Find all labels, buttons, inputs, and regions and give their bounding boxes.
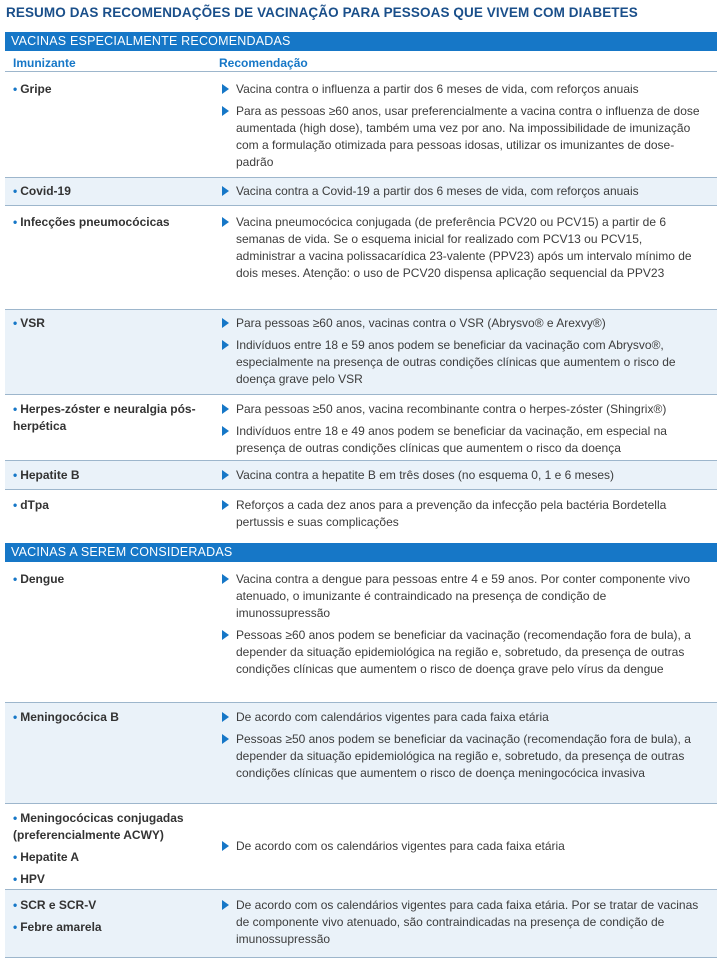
section-header-recommended: VACINAS ESPECIALMENTE RECOMENDADAS: [5, 32, 717, 51]
vaccine-name: Hepatite B: [20, 468, 80, 482]
recommendation-text: De acordo com os calendários vigentes para cada faixa etária: [236, 839, 565, 853]
recommendation-text: Vacina contra o influenza a partir dos 6 meses de vida, com reforços anuais: [236, 82, 639, 96]
recommendation-cell: [220, 81, 700, 171]
vaccine-name: HPV: [20, 872, 45, 886]
vaccine-name: Herpes-zóster e neuralgia pós-herpética: [13, 402, 196, 433]
vaccine-cell: • Dengue: [13, 572, 65, 586]
table-row-gripe: [5, 72, 717, 178]
vaccine-name: Meningocócicas conjugadas (preferencialmente ACWY): [13, 811, 184, 842]
vaccine-cell: • Covid-19: [13, 184, 71, 198]
table-row-dengue: [5, 563, 717, 703]
vaccine-cell: • VSR: [13, 316, 45, 330]
vaccine-name: Febre amarela: [20, 920, 102, 934]
arrow-bullet-icon: [222, 426, 229, 436]
arrow-bullet-icon: [222, 841, 229, 851]
arrow-bullet-icon: [222, 217, 229, 227]
arrow-bullet-icon: [222, 84, 229, 94]
arrow-bullet-icon: [222, 340, 229, 350]
arrow-bullet-icon: [222, 404, 229, 414]
arrow-bullet-icon: [222, 318, 229, 328]
document-title: RESUMO DAS RECOMENDAÇÕES DE VACINAÇÃO PARA PESSOAS QUE VIVEM COM DIABETES: [6, 5, 638, 20]
table-row-herpes-zoster: [5, 395, 717, 461]
recommendation-text: Para pessoas ≥60 anos, vacinas contra o VSR (Abrysvo® e Arexvy®): [236, 316, 606, 330]
recommendation-text: Vacina contra a hepatite B em três doses (no esquema 0, 1 e 6 meses): [236, 468, 614, 482]
recommendation-cell: [220, 401, 700, 457]
recommendation-text: De acordo com os calendários vigentes para cada faixa etária. Por se tratar de vacinas de componente vivo atenuado, são contraindicadas na presença de condição de imunossupressão: [236, 898, 699, 946]
recommendation-text: Para pessoas ≥50 anos, vacina recombinante contra o herpes-zóster (Shingrix®): [236, 402, 667, 416]
arrow-bullet-icon: [222, 106, 229, 116]
recommendation-cell: [220, 214, 700, 282]
recommendation-cell: [220, 709, 700, 782]
arrow-bullet-icon: [222, 186, 229, 196]
vaccine-name: Dengue: [20, 572, 65, 586]
vaccine-name: SCR e SCR-V: [20, 898, 97, 912]
column-header-recommendation: Recomendação: [219, 56, 308, 70]
arrow-bullet-icon: [222, 500, 229, 510]
vaccine-cell: • Hepatite B: [13, 468, 80, 482]
vaccine-name: Meningocócica B: [20, 710, 119, 724]
recommendation-cell: [220, 497, 700, 531]
recommendation-text: Pessoas ≥60 anos podem se beneficiar da vacinação (recomendação fora de bula), a depender da situação epidemiológica na região e, sobretudo, da presença de outras condições clínicas que aumentem o risco de doença grave pelo vírus da dengue: [236, 628, 691, 676]
recommendation-text: Pessoas ≥50 anos podem se beneficiar da vacinação (recomendação fora de bula), a depender da situação epidemiológica na região e, sobretudo, da presença de outras condições clínicas que aumentem o risco de doença meningocócica invasiva: [236, 732, 691, 780]
vaccine-name: VSR: [20, 316, 45, 330]
vaccine-name: Covid-19: [20, 184, 71, 198]
vaccine-name: Infecções pneumocócicas: [20, 215, 170, 229]
vaccine-cell: • Herpes-zóster e neuralgia pós-herpética: [13, 402, 196, 433]
table-row-covid: [5, 178, 717, 206]
recommendation-text: Indivíduos entre 18 e 49 anos podem se beneficiar da vacinação, em especial na presença de outras condições clínicas que aumentem o risco da doença: [236, 424, 667, 455]
recommendation-text: Para as pessoas ≥60 anos, usar preferencialmente a vacina contra o influenza de dose aumentada (high dose), também uma vez por ano. Na impossibilidade de imunização com a formulação otimizada para pessoas idosas, utilizar os imunizantes de dose-padrão: [236, 104, 700, 169]
table-row-conjugated-group: [5, 804, 717, 890]
vaccine-cell: • dTpa: [13, 498, 49, 512]
arrow-bullet-icon: [222, 900, 229, 910]
recommendation-cell: [220, 315, 700, 388]
table-row-scr-yellow-fever: [5, 890, 717, 958]
recommendation-text: Vacina contra a Covid-19 a partir dos 6 meses de vida, com reforços anuais: [236, 184, 639, 198]
recommendation-text: Reforços a cada dez anos para a prevenção da infecção pela bactéria Bordetella pertussis e suas complicações: [236, 498, 667, 529]
recommendation-cell: [220, 838, 700, 855]
recommendation-cell: [220, 183, 700, 200]
vaccine-name: Gripe: [20, 82, 52, 96]
table-row-meningococcal-b: [5, 703, 717, 804]
vaccine-name: Hepatite A: [20, 850, 80, 864]
table-row-pneumococcal: [5, 206, 717, 310]
recommendation-cell: [220, 467, 700, 484]
vaccine-cell: • Meningocócica B: [13, 710, 119, 724]
arrow-bullet-icon: [222, 734, 229, 744]
vaccine-cell: • Meningocócicas conjugadas (preferencialmente ACWY) • Hepatite A • HPV: [13, 811, 184, 886]
vaccine-cell: • SCR e SCR-V • Febre amarela: [13, 898, 102, 934]
arrow-bullet-icon: [222, 470, 229, 480]
recommendation-text: Vacina pneumocócica conjugada (de preferência PCV20 ou PCV15) a partir de 6 semanas de vida. Se o esquema inicial for realizado com PCV13 ou PCV15, administrar a vacina polissacarídica 23-valente (PPV23) após um intervalo mínimo de dois meses. Atenção: o uso de PCV20 dispensa aplicação sequencial da PPV23: [236, 215, 692, 280]
vaccine-cell: • Gripe: [13, 82, 52, 96]
vaccine-cell: • Infecções pneumocócicas: [13, 215, 170, 229]
section-header-considered: VACINAS A SEREM CONSIDERADAS: [5, 543, 717, 562]
recommendation-text: Indivíduos entre 18 e 59 anos podem se beneficiar da vacinação com Abrysvo®, especialmente na presença de outras condições clínicas que aumentem o risco de doença grave pelo VSR: [236, 338, 676, 386]
table-row-vsr: [5, 310, 717, 395]
table-row-hepatitis-b: [5, 461, 717, 490]
vaccine-name: dTpa: [20, 498, 49, 512]
recommendation-text: Vacina contra a dengue para pessoas entre 4 e 59 anos. Por conter componente vivo atenuado, o imunizante é contraindicado na presença de condição de imunossupressão: [236, 572, 691, 620]
arrow-bullet-icon: [222, 712, 229, 722]
recommendation-cell: [220, 897, 700, 948]
table-row-dtpa: [5, 490, 717, 536]
recommendation-cell: [220, 571, 700, 678]
recommendation-text: De acordo com calendários vigentes para cada faixa etária: [236, 710, 549, 724]
arrow-bullet-icon: [222, 574, 229, 584]
column-header-vaccine: Imunizante: [13, 56, 76, 70]
arrow-bullet-icon: [222, 630, 229, 640]
